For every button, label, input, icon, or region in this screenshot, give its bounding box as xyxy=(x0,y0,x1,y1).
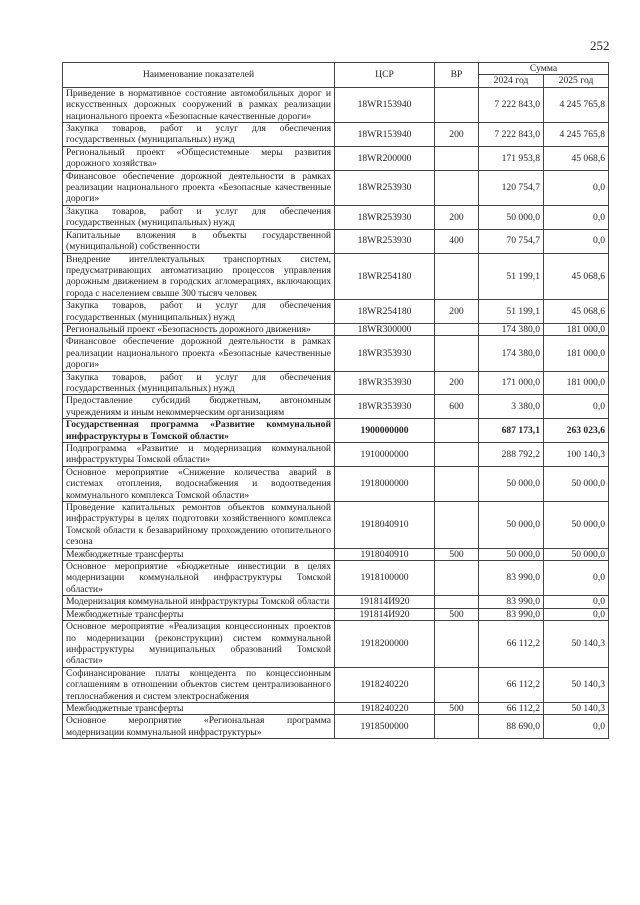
table-row xyxy=(63,123,609,147)
row-csr: 18WR153940 xyxy=(335,123,435,147)
row-name: Основное мероприятие «Региональная программа модернизации коммунальной инфраструктуры» xyxy=(63,715,335,739)
row-amount-2025: 50 000,0 xyxy=(544,502,609,549)
row-name: Закупка товаров, работ и услуг для обеспечения государственных (муниципальных) нужд xyxy=(63,205,335,229)
row-amount-2025: 181 000,0 xyxy=(544,323,609,335)
row-amount-2025: 0,0 xyxy=(544,170,609,205)
table-row xyxy=(63,253,609,300)
row-vr xyxy=(435,170,479,205)
row-csr: 18WR353930 xyxy=(335,371,435,395)
row-amount-2024: 66 112,2 xyxy=(479,702,544,714)
row-name: Закупка товаров, работ и услуг для обеспечения государственных (муниципальных) нужд xyxy=(63,300,335,324)
row-vr xyxy=(435,621,479,668)
row-amount-2025: 45 068,6 xyxy=(544,146,609,170)
row-name: Модернизация коммунальной инфраструктуры Томской области xyxy=(63,596,335,608)
row-vr: 500 xyxy=(435,548,479,560)
row-vr xyxy=(435,419,479,443)
header-2024: 2024 год xyxy=(479,75,544,87)
row-vr: 400 xyxy=(435,229,479,253)
row-name: Проведение капитальных ремонтов объектов коммунальной инфраструктуры в целях подготовки хозяйственного комплекса Томской области к безаварийному прохождению отопительного сезона xyxy=(63,502,335,549)
row-amount-2025: 181 000,0 xyxy=(544,336,609,371)
row-csr: 18WR353930 xyxy=(335,336,435,371)
row-name: Государственная программа «Развитие коммунальной инфраструктуры в Томской области» xyxy=(63,419,335,443)
row-amount-2024: 88 690,0 xyxy=(479,715,544,739)
row-vr: 600 xyxy=(435,395,479,419)
row-amount-2024: 83 990,0 xyxy=(479,596,544,608)
row-name: Внедрение интеллектуальных транспортных систем, предусматривающих автоматизацию процессов управления дорожным движением в городских агломерациях, включающих города с населением свыше 300 тысяч человек xyxy=(63,253,335,300)
row-csr: 191814И920 xyxy=(335,596,435,608)
row-amount-2025: 50 140,3 xyxy=(544,702,609,714)
row-amount-2025: 50 140,3 xyxy=(544,667,609,702)
table-row xyxy=(63,443,609,467)
row-csr: 1918240220 xyxy=(335,702,435,714)
row-csr: 18WR300000 xyxy=(335,323,435,335)
row-amount-2024: 66 112,2 xyxy=(479,667,544,702)
row-amount-2025: 50 000,0 xyxy=(544,466,609,501)
row-name: Софинансирование платы концедента по концессионным соглашениям в отношении объектов систем централизованного теплоснабжения и систем электроснабжения xyxy=(63,667,335,702)
row-name: Региональный проект «Общесистемные меры развития дорожного хозяйства» xyxy=(63,146,335,170)
row-amount-2024: 174 380,0 xyxy=(479,336,544,371)
row-csr: 1918200000 xyxy=(335,621,435,668)
row-csr: 18WR200000 xyxy=(335,146,435,170)
row-amount-2025: 0,0 xyxy=(544,561,609,596)
row-vr: 200 xyxy=(435,205,479,229)
row-amount-2024: 174 380,0 xyxy=(479,323,544,335)
row-amount-2024: 51 199,1 xyxy=(479,300,544,324)
row-csr: 1918000000 xyxy=(335,466,435,501)
row-vr xyxy=(435,253,479,300)
row-amount-2025: 45 068,6 xyxy=(544,253,609,300)
table-row xyxy=(63,548,609,560)
row-amount-2025: 0,0 xyxy=(544,608,609,620)
header-csr: ЦСР xyxy=(335,63,435,88)
row-vr: 200 xyxy=(435,123,479,147)
header-2025: 2025 год xyxy=(544,75,609,87)
row-amount-2025: 4 245 765,8 xyxy=(544,123,609,147)
row-amount-2024: 171 000,0 xyxy=(479,371,544,395)
row-csr: 1900000000 xyxy=(335,419,435,443)
row-name: Приведение в нормативное состояние автомобильных дорог и искусственных дорожных сооружений в рамках реализации национального проекта «Безопасные качественные дороги» xyxy=(63,87,335,122)
row-name: Основное мероприятие «Реализация концессионных проектов по модернизации (реконструкции) систем коммунальной инфраструктуры муниципальных образований Томской области» xyxy=(63,621,335,668)
row-amount-2024: 687 173,1 xyxy=(479,419,544,443)
row-name: Закупка товаров, работ и услуг для обеспечения государственных (муниципальных) нужд xyxy=(63,123,335,147)
row-amount-2025: 0,0 xyxy=(544,229,609,253)
row-amount-2024: 120 754,7 xyxy=(479,170,544,205)
budget-table xyxy=(62,62,609,739)
row-csr: 1918500000 xyxy=(335,715,435,739)
table-row xyxy=(63,715,609,739)
row-vr xyxy=(435,336,479,371)
row-amount-2024: 288 792,2 xyxy=(479,443,544,467)
row-amount-2024: 171 953,8 xyxy=(479,146,544,170)
row-csr: 18WR254180 xyxy=(335,300,435,324)
row-amount-2024: 3 380,0 xyxy=(479,395,544,419)
row-amount-2025: 0,0 xyxy=(544,205,609,229)
row-amount-2025: 50 000,0 xyxy=(544,548,609,560)
row-csr: 1918040910 xyxy=(335,548,435,560)
header-vr: ВР xyxy=(435,63,479,88)
table-row xyxy=(63,300,609,324)
row-amount-2025: 0,0 xyxy=(544,596,609,608)
row-amount-2024: 50 000,0 xyxy=(479,466,544,501)
table-row xyxy=(63,229,609,253)
table-row xyxy=(63,395,609,419)
row-name: Региональный проект «Безопасность дорожного движения» xyxy=(63,323,335,335)
row-vr xyxy=(435,146,479,170)
table-row xyxy=(63,205,609,229)
row-name: Межбюджетные трансферты xyxy=(63,702,335,714)
row-amount-2024: 7 222 843,0 xyxy=(479,87,544,122)
row-vr: 200 xyxy=(435,300,479,324)
row-amount-2024: 66 112,2 xyxy=(479,621,544,668)
row-csr: 18WR253930 xyxy=(335,170,435,205)
row-vr xyxy=(435,715,479,739)
row-vr: 500 xyxy=(435,702,479,714)
row-name: Подпрограмма «Развитие и модернизация коммунальной инфраструктуры Томской области» xyxy=(63,443,335,467)
table-row xyxy=(63,336,609,371)
row-vr: 200 xyxy=(435,371,479,395)
row-vr xyxy=(435,502,479,549)
row-amount-2024: 70 754,7 xyxy=(479,229,544,253)
row-name: Межбюджетные трансферты xyxy=(63,608,335,620)
table-row xyxy=(63,323,609,335)
row-amount-2025: 50 140,3 xyxy=(544,621,609,668)
row-name: Межбюджетные трансферты xyxy=(63,548,335,560)
row-name: Предоставление субсидий бюджетным, автономным учреждениям и иным некоммерческим организациям xyxy=(63,395,335,419)
row-csr: 18WR353930 xyxy=(335,395,435,419)
row-vr xyxy=(435,443,479,467)
row-vr xyxy=(435,596,479,608)
row-amount-2025: 100 140,3 xyxy=(544,443,609,467)
row-vr xyxy=(435,87,479,122)
row-amount-2025: 0,0 xyxy=(544,715,609,739)
row-vr xyxy=(435,667,479,702)
table-row xyxy=(63,170,609,205)
header-name: Наименование показателей xyxy=(63,63,335,88)
row-csr: 18WR254180 xyxy=(335,253,435,300)
row-csr: 1918240220 xyxy=(335,667,435,702)
row-csr: 1918100000 xyxy=(335,561,435,596)
row-amount-2024: 50 000,0 xyxy=(479,502,544,549)
table-row xyxy=(63,596,609,608)
page-number: 252 xyxy=(590,38,610,53)
row-name: Основное мероприятие «Бюджетные инвестиции в целях модернизации коммунальной инфраструктуры Томской области» xyxy=(63,561,335,596)
table-row xyxy=(63,621,609,668)
row-amount-2024: 83 990,0 xyxy=(479,608,544,620)
table-row xyxy=(63,371,609,395)
row-name: Закупка товаров, работ и услуг для обеспечения государственных (муниципальных) нужд xyxy=(63,371,335,395)
table-row xyxy=(63,146,609,170)
row-name: Финансовое обеспечение дорожной деятельности в рамках реализации национального проекта «Безопасные качественные дороги» xyxy=(63,336,335,371)
row-vr xyxy=(435,561,479,596)
row-amount-2024: 50 000,0 xyxy=(479,205,544,229)
row-vr xyxy=(435,466,479,501)
row-csr: 1910000000 xyxy=(335,443,435,467)
row-csr: 18WR153940 xyxy=(335,87,435,122)
table-row xyxy=(63,702,609,714)
table-row xyxy=(63,466,609,501)
row-csr: 191814И920 xyxy=(335,608,435,620)
row-csr: 1918040910 xyxy=(335,502,435,549)
row-vr: 500 xyxy=(435,608,479,620)
table-row xyxy=(63,419,609,443)
row-name: Капитальные вложения в объекты государственной (муниципальной) собственности xyxy=(63,229,335,253)
table-row xyxy=(63,608,609,620)
row-amount-2025: 0,0 xyxy=(544,395,609,419)
row-amount-2024: 7 222 843,0 xyxy=(479,123,544,147)
table-row xyxy=(63,87,609,122)
row-amount-2025: 4 245 765,8 xyxy=(544,87,609,122)
row-amount-2024: 50 000,0 xyxy=(479,548,544,560)
table-row xyxy=(63,561,609,596)
row-amount-2024: 51 199,1 xyxy=(479,253,544,300)
row-vr xyxy=(435,323,479,335)
row-amount-2025: 263 023,6 xyxy=(544,419,609,443)
table-row xyxy=(63,667,609,702)
row-amount-2025: 45 068,6 xyxy=(544,300,609,324)
header-sum: Сумма xyxy=(479,63,609,75)
row-csr: 18WR253930 xyxy=(335,205,435,229)
table-row xyxy=(63,502,609,549)
row-name: Основное мероприятие «Снижение количества аварий в системах отопления, водоснабжения и водоотведения коммунального комплекса Томской области» xyxy=(63,466,335,501)
row-amount-2025: 181 000,0 xyxy=(544,371,609,395)
row-amount-2024: 83 990,0 xyxy=(479,561,544,596)
row-csr: 18WR253930 xyxy=(335,229,435,253)
row-name: Финансовое обеспечение дорожной деятельности в рамках реализации национального проекта «Безопасные качественные дороги» xyxy=(63,170,335,205)
